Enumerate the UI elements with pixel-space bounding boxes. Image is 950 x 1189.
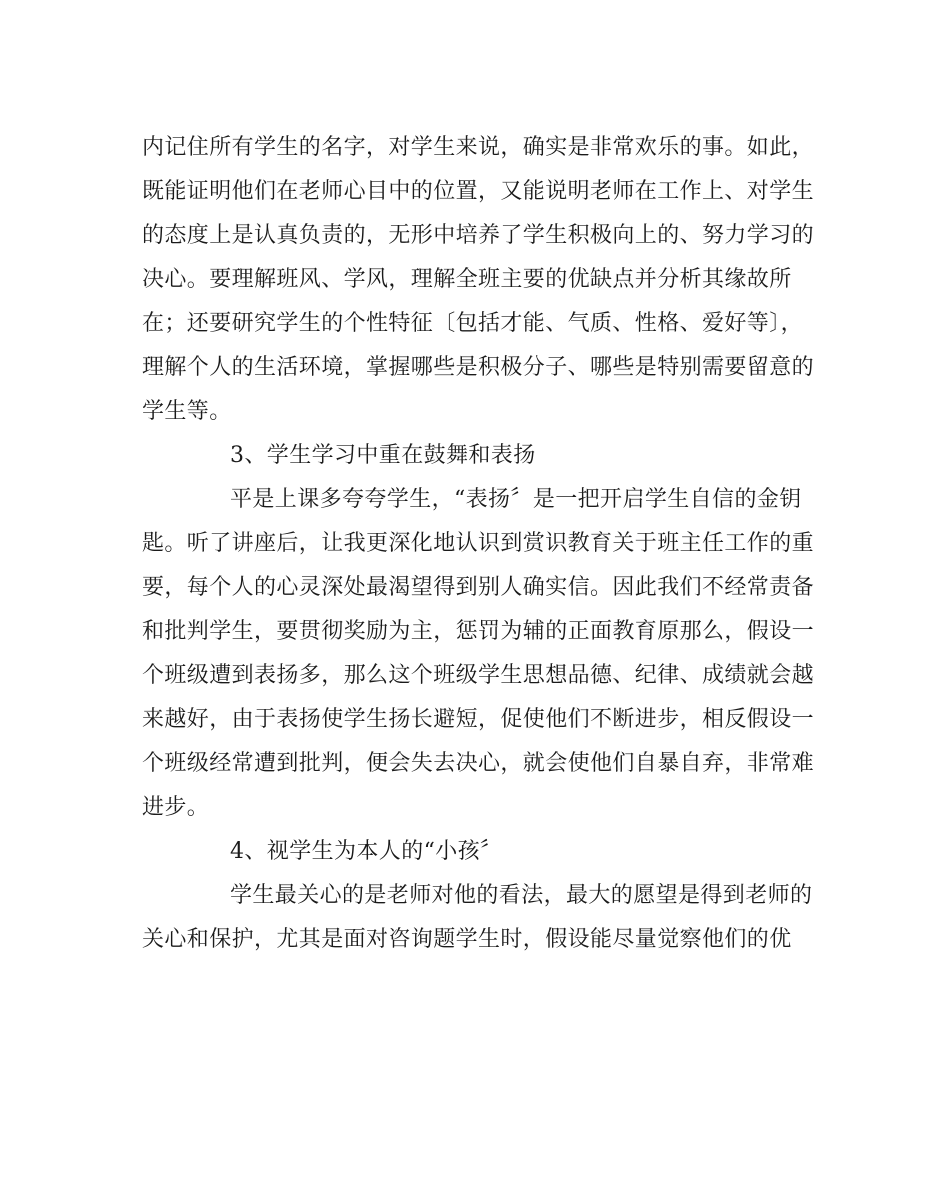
- paragraph-line: 要，每个人的心灵深处最渴望得到别人确实信。因此我们不经常责备: [142, 575, 815, 600]
- paragraph-line: 关心和保护，尤其是面对咨询题学生时，假设能尽量觉察他们的优: [142, 927, 792, 952]
- paragraph-line: 在；还要研究学生的个性特征〔包括才能、气质、性格、爱好等〕，: [142, 311, 804, 336]
- section-heading-4: 4、视学生为本人的“小孩〞: [230, 839, 503, 864]
- section-heading-3: 3、学生学习中重在鼓舞和表扬: [230, 443, 536, 468]
- paragraph-line: 学生最关心的是老师对他的看法，最大的愿望是得到老师的: [230, 883, 813, 908]
- paragraph-line: 决心。要理解班风、学风，理解全班主要的优缺点并分析其缘故所: [142, 267, 792, 292]
- paragraph-1: [142, 126, 815, 434]
- paragraph-line: 理解个人的生活环境，掌握哪些是积极分子、哪些是特别需要留意的: [142, 355, 815, 380]
- paragraph-line: 匙。听了讲座后，让我更深化地认识到赏识教育关于班主任工作的重: [142, 531, 815, 556]
- paragraph-line: 个班级经常遭到批判，便会失去决心，就会使他们自暴自弃，非常难: [142, 751, 815, 776]
- paragraph-2: [142, 478, 815, 830]
- paragraph-line: 来越好，由于表扬使学生扬长避短，促使他们不断进步，相反假设一: [142, 707, 815, 732]
- document-body: [142, 126, 815, 962]
- paragraph-line: 和批判学生，要贯彻奖励为主，惩罚为辅的正面教育原那么，假设一: [142, 619, 815, 644]
- paragraph-line: 进步。: [142, 795, 210, 820]
- paragraph-line: 的态度上是认真负责的，无形中培养了学生积极向上的、努力学习的: [142, 223, 815, 248]
- paragraph-line: 平是上课多夸夸学生，“表扬〞是一把开启学生自信的金钥: [230, 487, 802, 512]
- paragraph-line: 内记住所有学生的名字，对学生来说，确实是非常欢乐的事。如此，: [142, 135, 815, 160]
- paragraph-line: 学生等。: [142, 399, 232, 424]
- paragraph-line: 既能证明他们在老师心目中的位置，又能说明老师在工作上、对学生: [142, 179, 815, 204]
- paragraph-3: [142, 874, 812, 962]
- paragraph-line: 个班级遭到表扬多，那么这个班级学生思想品德、纪律、成绩就会越: [142, 663, 815, 688]
